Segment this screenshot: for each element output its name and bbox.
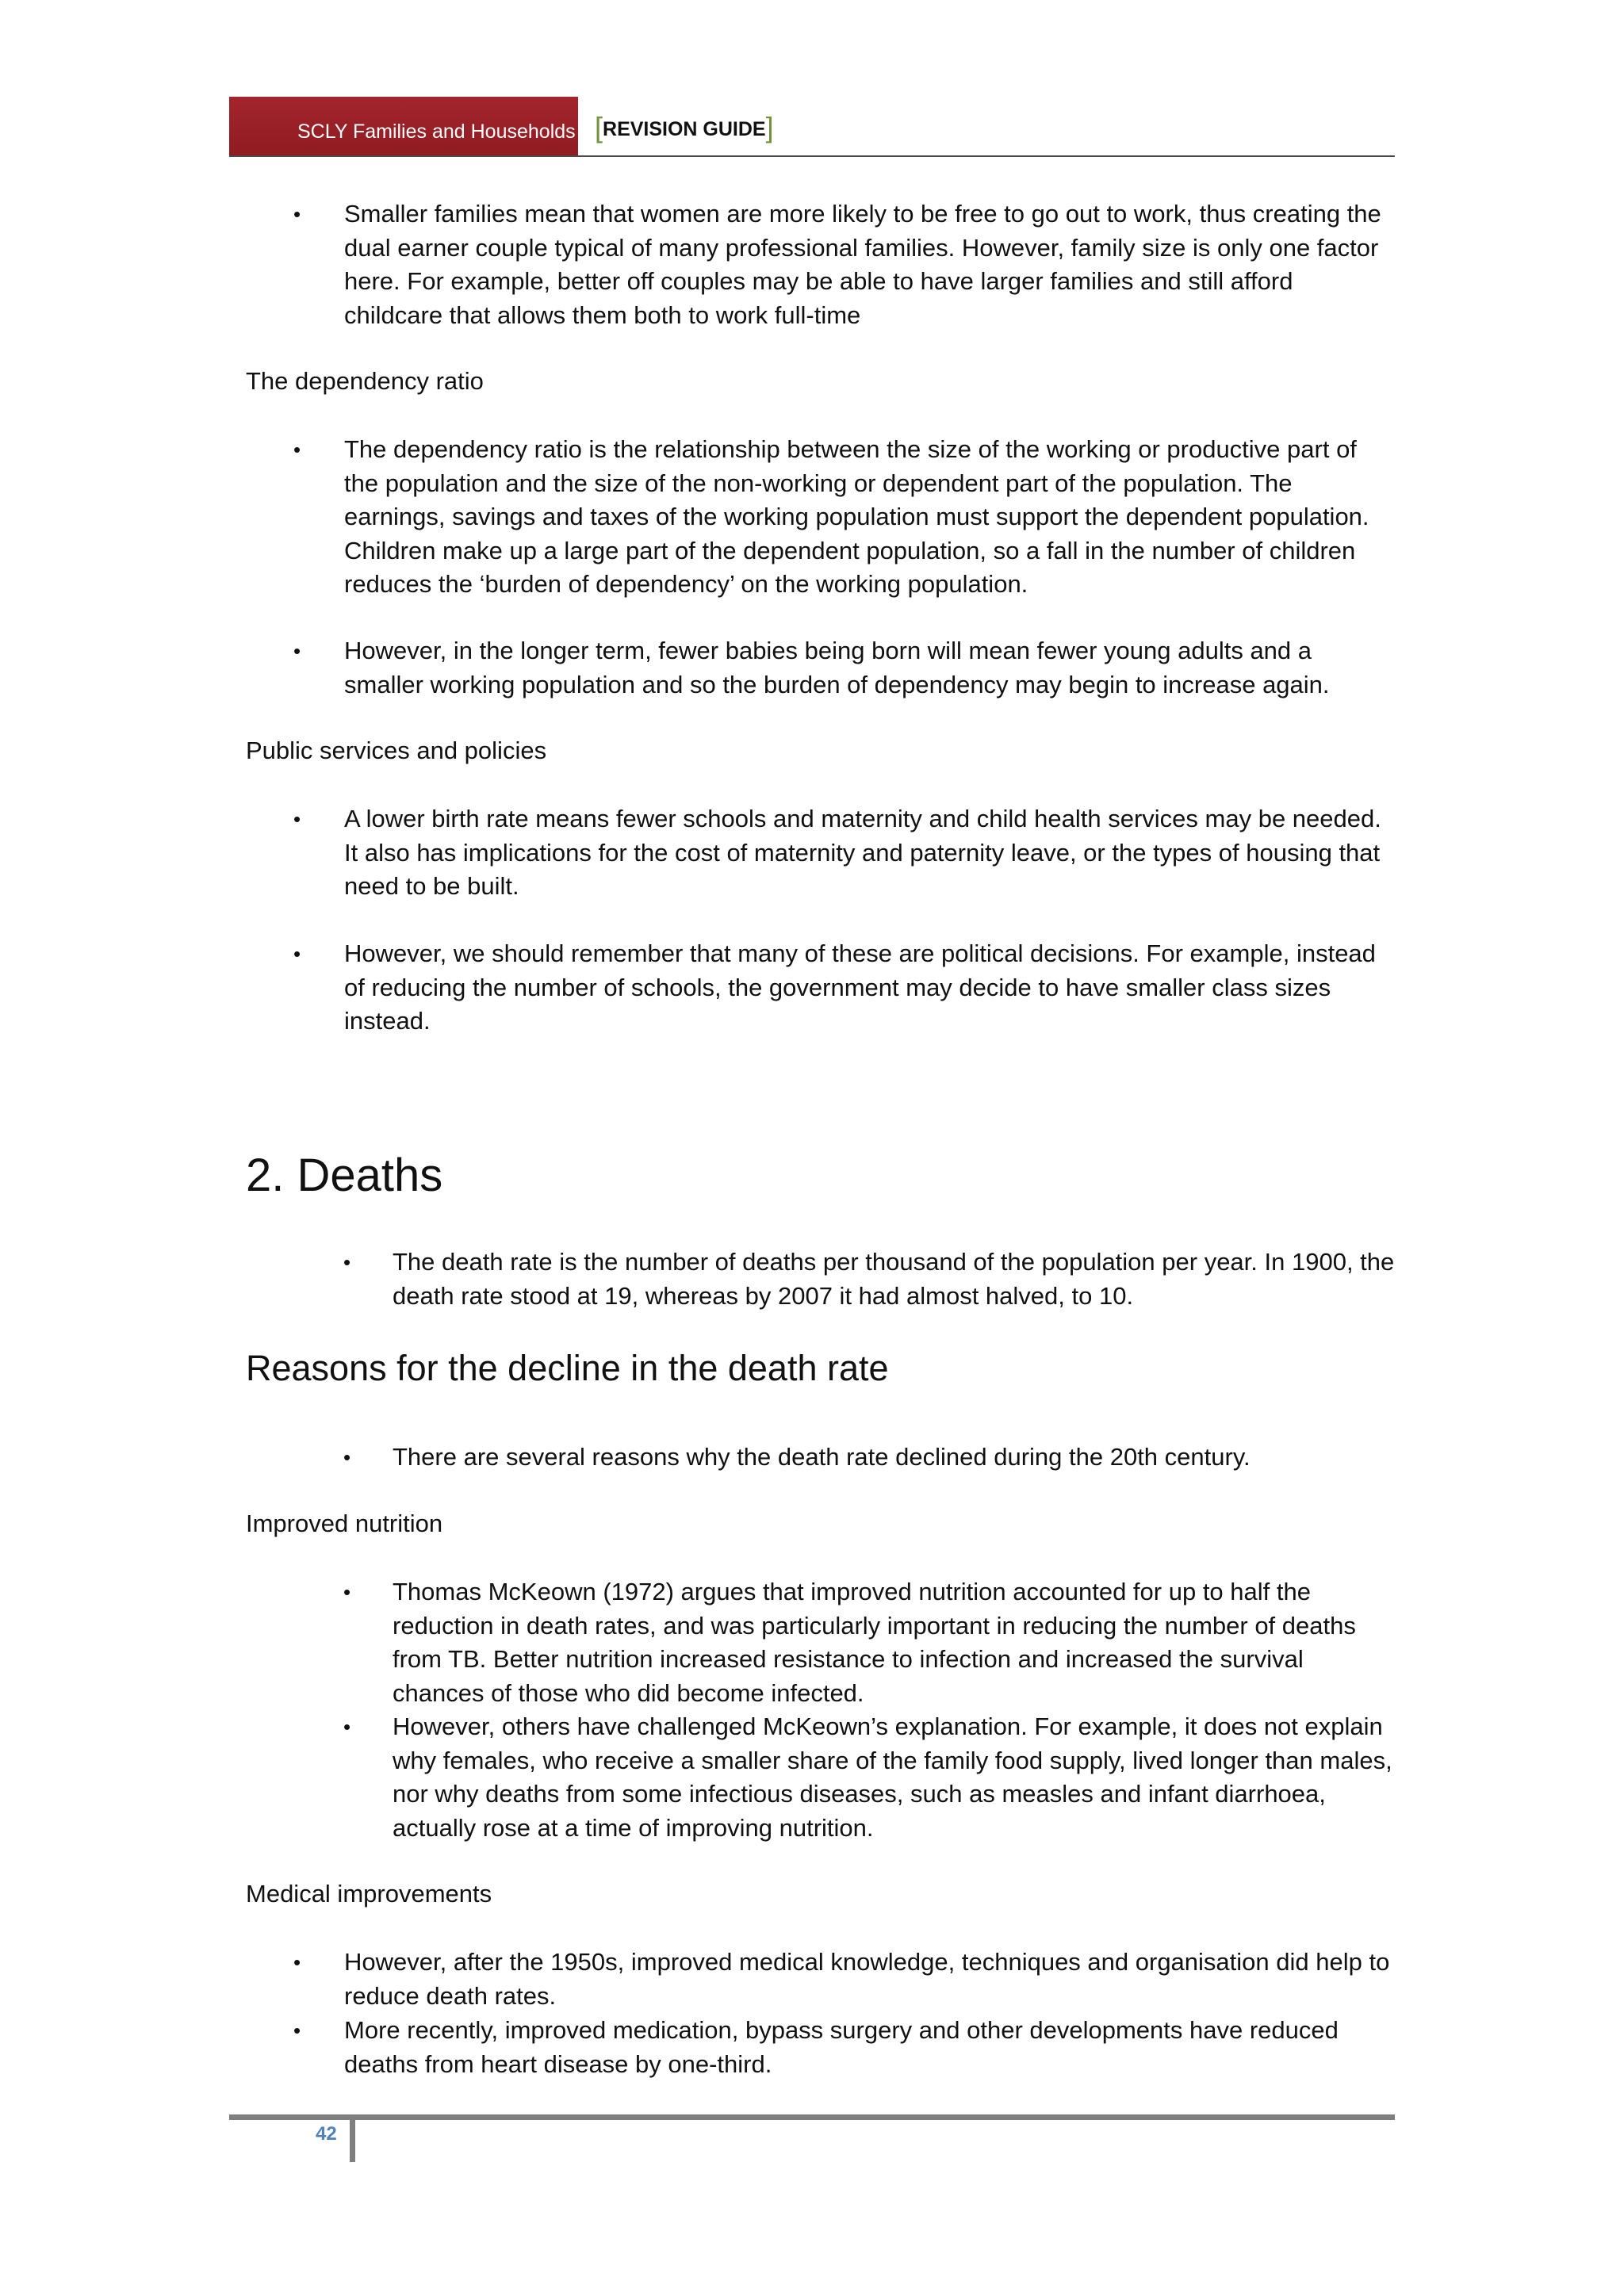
footer-page-tick (350, 2114, 355, 2162)
bullet-point-icon: • (293, 807, 301, 831)
subheading-improved-nutrition: Improved nutrition (246, 1510, 443, 1537)
header-bracket-open: [ (595, 111, 603, 144)
bullet-point-icon: • (343, 1250, 351, 1274)
bullet-point-icon: • (293, 2019, 301, 2042)
header-revision-guide (595, 109, 774, 143)
bullet-text: Thomas McKeown (1972) argues that improved nutrition accounted for up to half the reduction in death rates, and was particularly important in reducing the number of deaths from TB. Better nutrition increased resistance to infection and increased the survival chances of those who did become infected. (393, 1578, 1356, 1707)
header-bracket-close: ] (765, 111, 774, 144)
bullet-text: There are several reasons why the death rate declined during the 20th century. (393, 1443, 1251, 1471)
bullet-text: However, in the longer term, fewer babies being born will mean fewer young adults and a smaller working population and so the burden of dependency may begin to increase again. (344, 637, 1330, 698)
bullet-text: However, we should remember that many of these are political decisions. For example, instead of reducing the number of schools, the government may decide to have smaller class sizes instead. (344, 939, 1376, 1035)
subheading-medical-improvements: Medical improvements (246, 1880, 492, 1908)
subheading-dependency-ratio: The dependency ratio (246, 367, 484, 395)
bullet-text: The dependency ratio is the relationship between the size of the working or productive part of the population and the size of the non-working or dependent part of the population. The earnings, savings and taxes of the working population must support the dependent population. Children make up a large part of the dependent population, so a fall in the number of children reduces the ‘burden of dependency’ on the working population. (344, 435, 1369, 598)
bullet-point-icon: • (293, 202, 301, 226)
bullet-text: Smaller families mean that women are more likely to be free to go out to work, thus creating the dual earner couple typical of many professional families. However, family size is only one factor here. For example, better off couples may be able to have larger families and still afford childcare that allows them both to work full-time (344, 200, 1381, 329)
bullet-point-icon: • (343, 1715, 351, 1739)
bullet-text: More recently, improved medication, bypass surgery and other developments have reduced deaths from heart disease by one-third. (344, 2016, 1339, 2078)
subheading-public-services: Public services and policies (246, 737, 547, 764)
page-number: 42 (316, 2123, 337, 2145)
section-title-deaths: 2. Deaths (246, 1150, 443, 1201)
footer-rule (229, 2114, 1395, 2120)
bullet-text: The death rate is the number of deaths per thousand of the population per year. In 1900, the death rate stood at 19, whereas by 2007 it had almost halved, to 10. (393, 1248, 1395, 1310)
bullet-point-icon: • (293, 942, 301, 966)
header-guide-label: REVISION GUIDE (603, 118, 766, 140)
bullet-text: However, others have challenged McKeown’s explanation. For example, it does not explain why females, who receive a smaller share of the family food supply, lived longer than males, nor why deaths from some infectious diseases, such as measles and infant diarrhoea, actually rose at a time of improving nutrition. (393, 1712, 1392, 1842)
bullet-point-icon: • (293, 639, 301, 663)
header-section-tab (229, 97, 578, 155)
bullet-text: A lower birth rate means fewer schools and maternity and child health services may be needed. It also has implications for the cost of maternity and paternity leave, or the types of housing that need to be built. (344, 805, 1381, 900)
heading-reasons-decline: Reasons for the decline in the death rate (246, 1348, 889, 1388)
bullet-text: However, after the 1950s, improved medical knowledge, techniques and organisation did help to reduce death rates. (344, 1948, 1390, 2010)
header-rule (229, 155, 1395, 157)
header-section-label: SCLY Families and Households (297, 121, 576, 143)
bullet-point-icon: • (293, 438, 301, 461)
bullet-point-icon: • (343, 1445, 351, 1469)
bullet-point-icon: • (343, 1580, 351, 1604)
bullet-point-icon: • (293, 1950, 301, 1974)
